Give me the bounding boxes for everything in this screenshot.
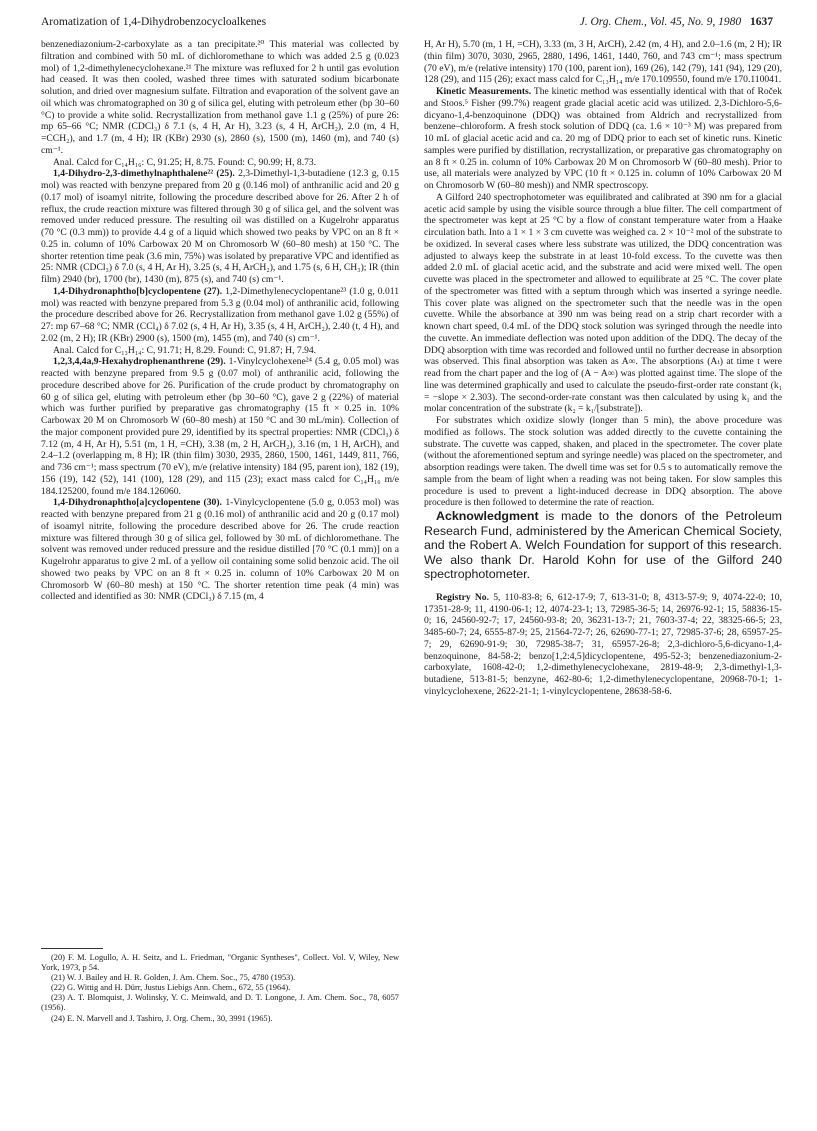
procedure-27-text: 1,2-Dimethylenecyclopentane²³ (1.0 g, 0.011 mol) was reacted with benzyne prepared from 5.3 g (0.04 mol) of anthranilic acid, following the procedure described above for 26. Recrystallization from methanol gave 1.02 g (55%) of 27: mp 67–68 °C; NMR (CCl₄) δ 7.02 (s, 4 H, Ar H), 3.35 (s, 4 H, ArCH₂), 2.40 (t, 4 H), and 2.02 (m, 2 H); IR (KBr) 2900 (s), 1500 (m), 1455 (m), and 740 (s) cm⁻¹. [41, 285, 399, 344]
spectrophotometer-procedure: A Gilford 240 spectrophotometer was equilibrated and calibrated at 390 nm for a glacial acetic acid sample by using the visible source through a blue filter. The cell compartment of the spectrometer was kept at 25 °C by a flow of constant temperature water from a Haake circulation bath. Into a 1 × 1 × 3 cm cuvette was weighed ca. 2 × 10⁻² mol of the substrate to be oxidized. In several cases where less substrate was utilized, the DDQ concentration was adjusted to always keep the substrate in at least 10-fold excess. To the cuvette was then added 2.0 mL of glacial acetic acid, and the substrate and acid were mixed well. The open cuvette was placed in the spectrometer and allowed to equilibrate at 25 °C. The cover plate of the spectrometer was fitted with a septum through which was inserted a syringe needle. This cover plate was aligned on the spectrometer such that the needle was in the open cuvette. While the absorbance at 390 nm was being read on a strip chart recorder with a known chart speed, 0.4 mL of the DDQ stock solution was syringed through the needle into the cuvette. An immediate deflection was noted upon addition of the DDQ. The decay of the DDQ absorption with time was recorded and followed until no further decrease in absorption was observed. This final absorption was taken as A∞. The absorptions (Aₜ) at time t were read from the chart paper and the log of (A − A∞) was plotted against time. The slope of the line was determined graphically and used to calculate the pseudo-first-order rate constant (k₁ = −slope × 2.303). The second-order-rate constant was then calculated by using k₁ and the molar concentration of the substrate (k₂ = k₁/[substrate]). [424, 191, 782, 415]
procedure-30-text: 1-Vinylcyclopentene (5.0 g, 0.053 mol) was reacted with benzyne prepared from 21 g (0.16 mol) of anthranilic acid and 20 g (0.17 mol) of isoamyl nitrite, following the procedure described above for 26. The crude reaction mixture was filtered through 30 g of silica gel, followed by 30 mL of dichloromethane. The solvent was removed under reduced pressure and the residue distilled [70 °C (0.1 mm)] on a Kugelrohr apparatus to give 2 mL of a yellow oil containing some solid benzoic acid. The oil showed two peaks by VPC on an 8 ft × 0.25 in. column of 10% Carbowax 20 M on Chromosorb W (60–80 mesh) at 150 °C. The shorter retention time peak (4 min) was collected and identified as 30: NMR (CDCl₃) δ 7.15 (m, 4 [41, 497, 399, 603]
registry-numbers [424, 592, 782, 698]
kinetic-measurements [424, 86, 782, 192]
procedure-30 [41, 497, 399, 603]
footnotes [41, 940, 399, 1024]
procedure-25-text: 2,3-Dimethyl-1,3-butadiene (12.3 g, 0.15 mol) was reacted with benzyne prepared from 20 g (0.146 mol) of anthranilic acid and 20 g (0.17 mol) of isoamyl nitrite, following the procedure described above for 26. After 2 h of reflux, the crude reaction mixture was filtered through 30 g of silica gel, and the solvent was removed under reduced pressure. The resulting oil was distilled on a Kugelrohr apparatus (70 °C (0.3 mm)) to provide 4.4 g of a liquid which showed two peaks by VPC on an 8 ft × 0.25 in. column of 10% Carbowax 20 M on Chromosorb W (60–80 mesh) at 150 °C. The shorter retention time peak (3.6 min, 75%) was isolated by preparative VPC and identified as 25: NMR (CDCl₃) δ 7.0 (s, 4 H, Ar H), 3.25 (s, 4 H, ArCH₂), and 1.75 (s, 6 H, CH₃); IR (thin film) 2940 (br), 1700 (br), 1430 (m), 875 (s), and 740 (s) cm⁻¹. [41, 168, 400, 285]
heading-compound-27: 1,4-Dihydronaphtho[b]cyclopentene (27). [53, 285, 223, 297]
footnote-21: (21) W. J. Bailey and H. R. Golden, J. Am. Chem. Soc., 75, 4780 (1953). [51, 973, 296, 983]
right-column [424, 39, 782, 1109]
kinetic-measurements-text: The kinetic method was essentially identical with that of Roček and Stoos.⁵ Fisher (99.7%) reagent grade glacial acetic acid was utilized. 2,3-Dichloro-5,6-dicyano-1,4-benzoquinone (DDQ) was obtained from Aldrich and recrystallized from benzene–chloroform. A fresh stock solution of DDQ (ca. 1.6 × 10⁻³ M) was prepared from 10 mL of glacial acetic acid and ca. 20 mg of DDQ prior to each set of kinetic runs. Kinetic samples were purified by distillation, recrystallization, or preparative gas chromatography on an 8 ft × 0.25 in. column of 10% Carbowax 20 M on Chromosorb W (60–80 mesh). Prior to use, all materials were analyzed by VPC (10 ft × 0.125 in. column of 10% Carbowax 20 M on Chromosorb W (60–80 mesh)) and NMR spectroscopy. [424, 86, 782, 191]
procedure-29 [41, 356, 399, 497]
heading-acknowledgment: Acknowledgment [436, 509, 539, 523]
left-column [41, 39, 399, 1084]
footnote-20: (20) F. M. Logullo, A. H. Seitz, and L. Friedman, "Organic Syntheses", Collect. Vol. V, Wiley, New York, 1973, p 54. [41, 953, 399, 973]
analysis-26: Anal. Calcd for C₁₄H₁₆: C, 91.25; H, 8.75. Found: C, 90.99; H, 8.73. [53, 156, 317, 168]
procedure-27 [41, 286, 399, 345]
running-head-journal [580, 16, 773, 28]
acknowledgment [424, 509, 782, 582]
procedure-29-text: 1-Vinylcyclohexene²⁴ (5.4 g, 0.05 mol) was reacted with benzyne prepared from 9.5 g (0.07 mol) of anthranilic acid, following the procedure described above for 26. Purification of the crude product by chromatography on 60 g of silica gel, eluting with petroleum ether (bp 30–60 °C), gave 2 g (22%) of material which was further purified by preparative gas chromatography (15 ft × 0.25 in. 10% Carbowax 20 M on Chromosorb W (60–80 mesh) at 150 °C and 30 mL/min). Collection of the major component provided pure 29, identified by its spectral properties: NMR (CDCl₃) δ 7.12 (m, 4 H, Ar H), 5.51 (m, 1 H, =CH), 3.38 (m, 2 H, ArCH₂), 3.16 (m, 1 H, ArCH), and 2.4–1.2 (overlapping m, 8 H); IR (thin film) 3030, 2935, 2860, 1500, 1461, 1449, 811, 766, and 736 cm⁻¹; mass spectrum (70 eV), m/e (relative intensity) 184 (95, parent ion), 182 (19), 156 (19), 142 (52), 141 (100), 128 (29), and 115 (23); exact mass calcd for C₁₄H₁₆ m/e 184.125200, found m/e 184.126060. [41, 356, 400, 497]
footnote-24: (24) E. N. Marvell and J. Tashiro, J. Org. Chem., 30, 3991 (1965). [51, 1013, 273, 1023]
paragraph-continued: benzenediazonium-2-carboxylate as a tan precipitate.²⁰ This material was collected by filtration and combined with 50 mL of dichloromethane to which was added 2.5 g (0.023 mol) of 1,2-dimethylenecyclohexane.²¹ The mixture was refluxed for 2 h until gas evolution had ceased. It was then cooled, washed three times with saturated sodium bicarbonate solution, and dried over magnesium sulfate. Filtration and evaporation of the solvent gave an oil which was chromatographed on 30 g of silica gel, eluting with petroleum ether (bp 30–60 °C) to provide a white solid. Recrystallization from methanol gave 1.1 g (25%) of pure 26: mp 65–66 °C; NMR (CDCl₃) δ 7.1 (s, 4 H, Ar H), 3.23 (s, 4 H, ArCH₂), 2.0 (m, 4 H, =CCH₂), and 1.7 (m, 4 H); IR (KBr) 2930 (s), 2860 (s), 1500 (m), 1460 (m), and 740 (s) cm⁻¹. [41, 39, 399, 156]
page-number: 1637 [750, 16, 773, 28]
procedure-25 [41, 168, 399, 286]
heading-registry: Registry No. [436, 591, 489, 603]
registry-text: 5, 110-83-8; 6, 612-17-9; 7, 613-31-0; 8, 4313-57-9; 9, 4074-22-0; 10, 17351-28-9; 11, 4190-06-1; 12, 4074-23-1; 13, 72985-36-5; 14, 26976-92-1; 15, 58836-15-0; 16, 24560-92-7; 17, 24560-93-8; 20, 36231-13-7; 21, 7603-37-4; 22, 38325-66-5; 23, 3485-60-7; 24, 6555-87-9; 25, 21564-72-7; 26, 62690-77-1; 27, 72985-37-6; 28, 65957-25-7; 29, 62690-91-9; 30, 72985-38-7; 31, 65957-26-8; 2,3-dichloro-5,6-dicyano-1,4-benzoquinone, 84-58-2; benzo[1,2:4,5]dicyclopentene, 495-52-3; benzenediazonium-2-carboxylate, 1608-42-0; 1,2-dimethylenecyclohexane, 2819-48-9; 2,3-dimethyl-1,3-butadiene, 513-81-5; benzyne, 462-80-6; 1,2-dimethylenecyclopentane, 20968-70-1; 1-vinylcyclohexene, 2622-21-1; 1-vinylcyclopentene, 28638-58-6. [424, 591, 782, 697]
footnote-23: (23) A. T. Blomquist, J. Wolinsky, Y. C. Meinwald, and D. T. Longone, J. Am. Chem. Soc., 78, 6057 (1956). [41, 993, 399, 1013]
running-head-title: Aromatization of 1,4-Dihydrobenzocycloalkenes [41, 16, 267, 28]
acknowledgment-text: is made to the donors of the Petroleum Research Fund, administered by the American Chemical Society, and the Robert A. Welch Foundation for support of this research. We also thank Dr. Harold Kohn for use of the Gilford 240 spectrophotometer. [424, 509, 782, 582]
heading-compound-29: 1,2,3,4,4a,9-Hexahydrophenanthrene (29). [53, 356, 226, 368]
heading-compound-25: 1,4-Dihydro-2,3-dimethylnaphthalene²² (25). [53, 168, 235, 180]
analysis-27: Anal. Calcd for C₁₃H₁₄: C, 91.71; H, 8.29. Found: C, 91.87; H, 7.94. [53, 344, 317, 356]
paragraph-continued-30: H, Ar H), 5.70 (m, 1 H, =CH), 3.33 (m, 3 H, ArCH), 2.42 (m, 4 H), and 2.0–1.6 (m, 2 H); IR (thin film) 3070, 3030, 2965, 2880, 1496, 1461, 1440, 760, and 743 cm⁻¹; mass spectrum (70 eV), m/e (relative intensity) 170 (100, parent ion), 169 (26), 142 (79), 141 (94), 129 (20), 128 (29), and 115 (26); exact mass calcd for C₁₃H₁₄ m/e 170.109550, found m/e 170.110041. [424, 39, 782, 86]
heading-compound-30: 1,4-Dihydronaphtho[a]cyclopentene (30). [53, 497, 222, 509]
footnote-rule [41, 948, 103, 949]
heading-kinetic-measurements: Kinetic Measurements. [436, 86, 532, 97]
journal-citation: J. Org. Chem., Vol. 45, No. 9, 1980 [579, 16, 742, 28]
footnote-22: (22) G. Wittig and H. Dürr, Justus Liebigs Ann. Chem., 672, 55 (1964). [51, 983, 291, 993]
slow-substrate-procedure: For substrates which oxidize slowly (longer than 5 min), the above procedure was modified as follows. The stock solution was added directly to the cuvette containing the substrate. The cuvette was capped, shaken, and placed in the spectrometer. The cover plate (without the aforementioned septum and syringe needle) was placed on the spectrometer, and absorption readings were taken. The dwell time was set for 0.5 s to automatically remove the sample from the beam of light when a reading was not being taken. For slow samples this procedure is used to prevent a light-induced decrease in DDQ absorption. The above procedure is then followed to determine the rate of reaction. [424, 415, 782, 509]
